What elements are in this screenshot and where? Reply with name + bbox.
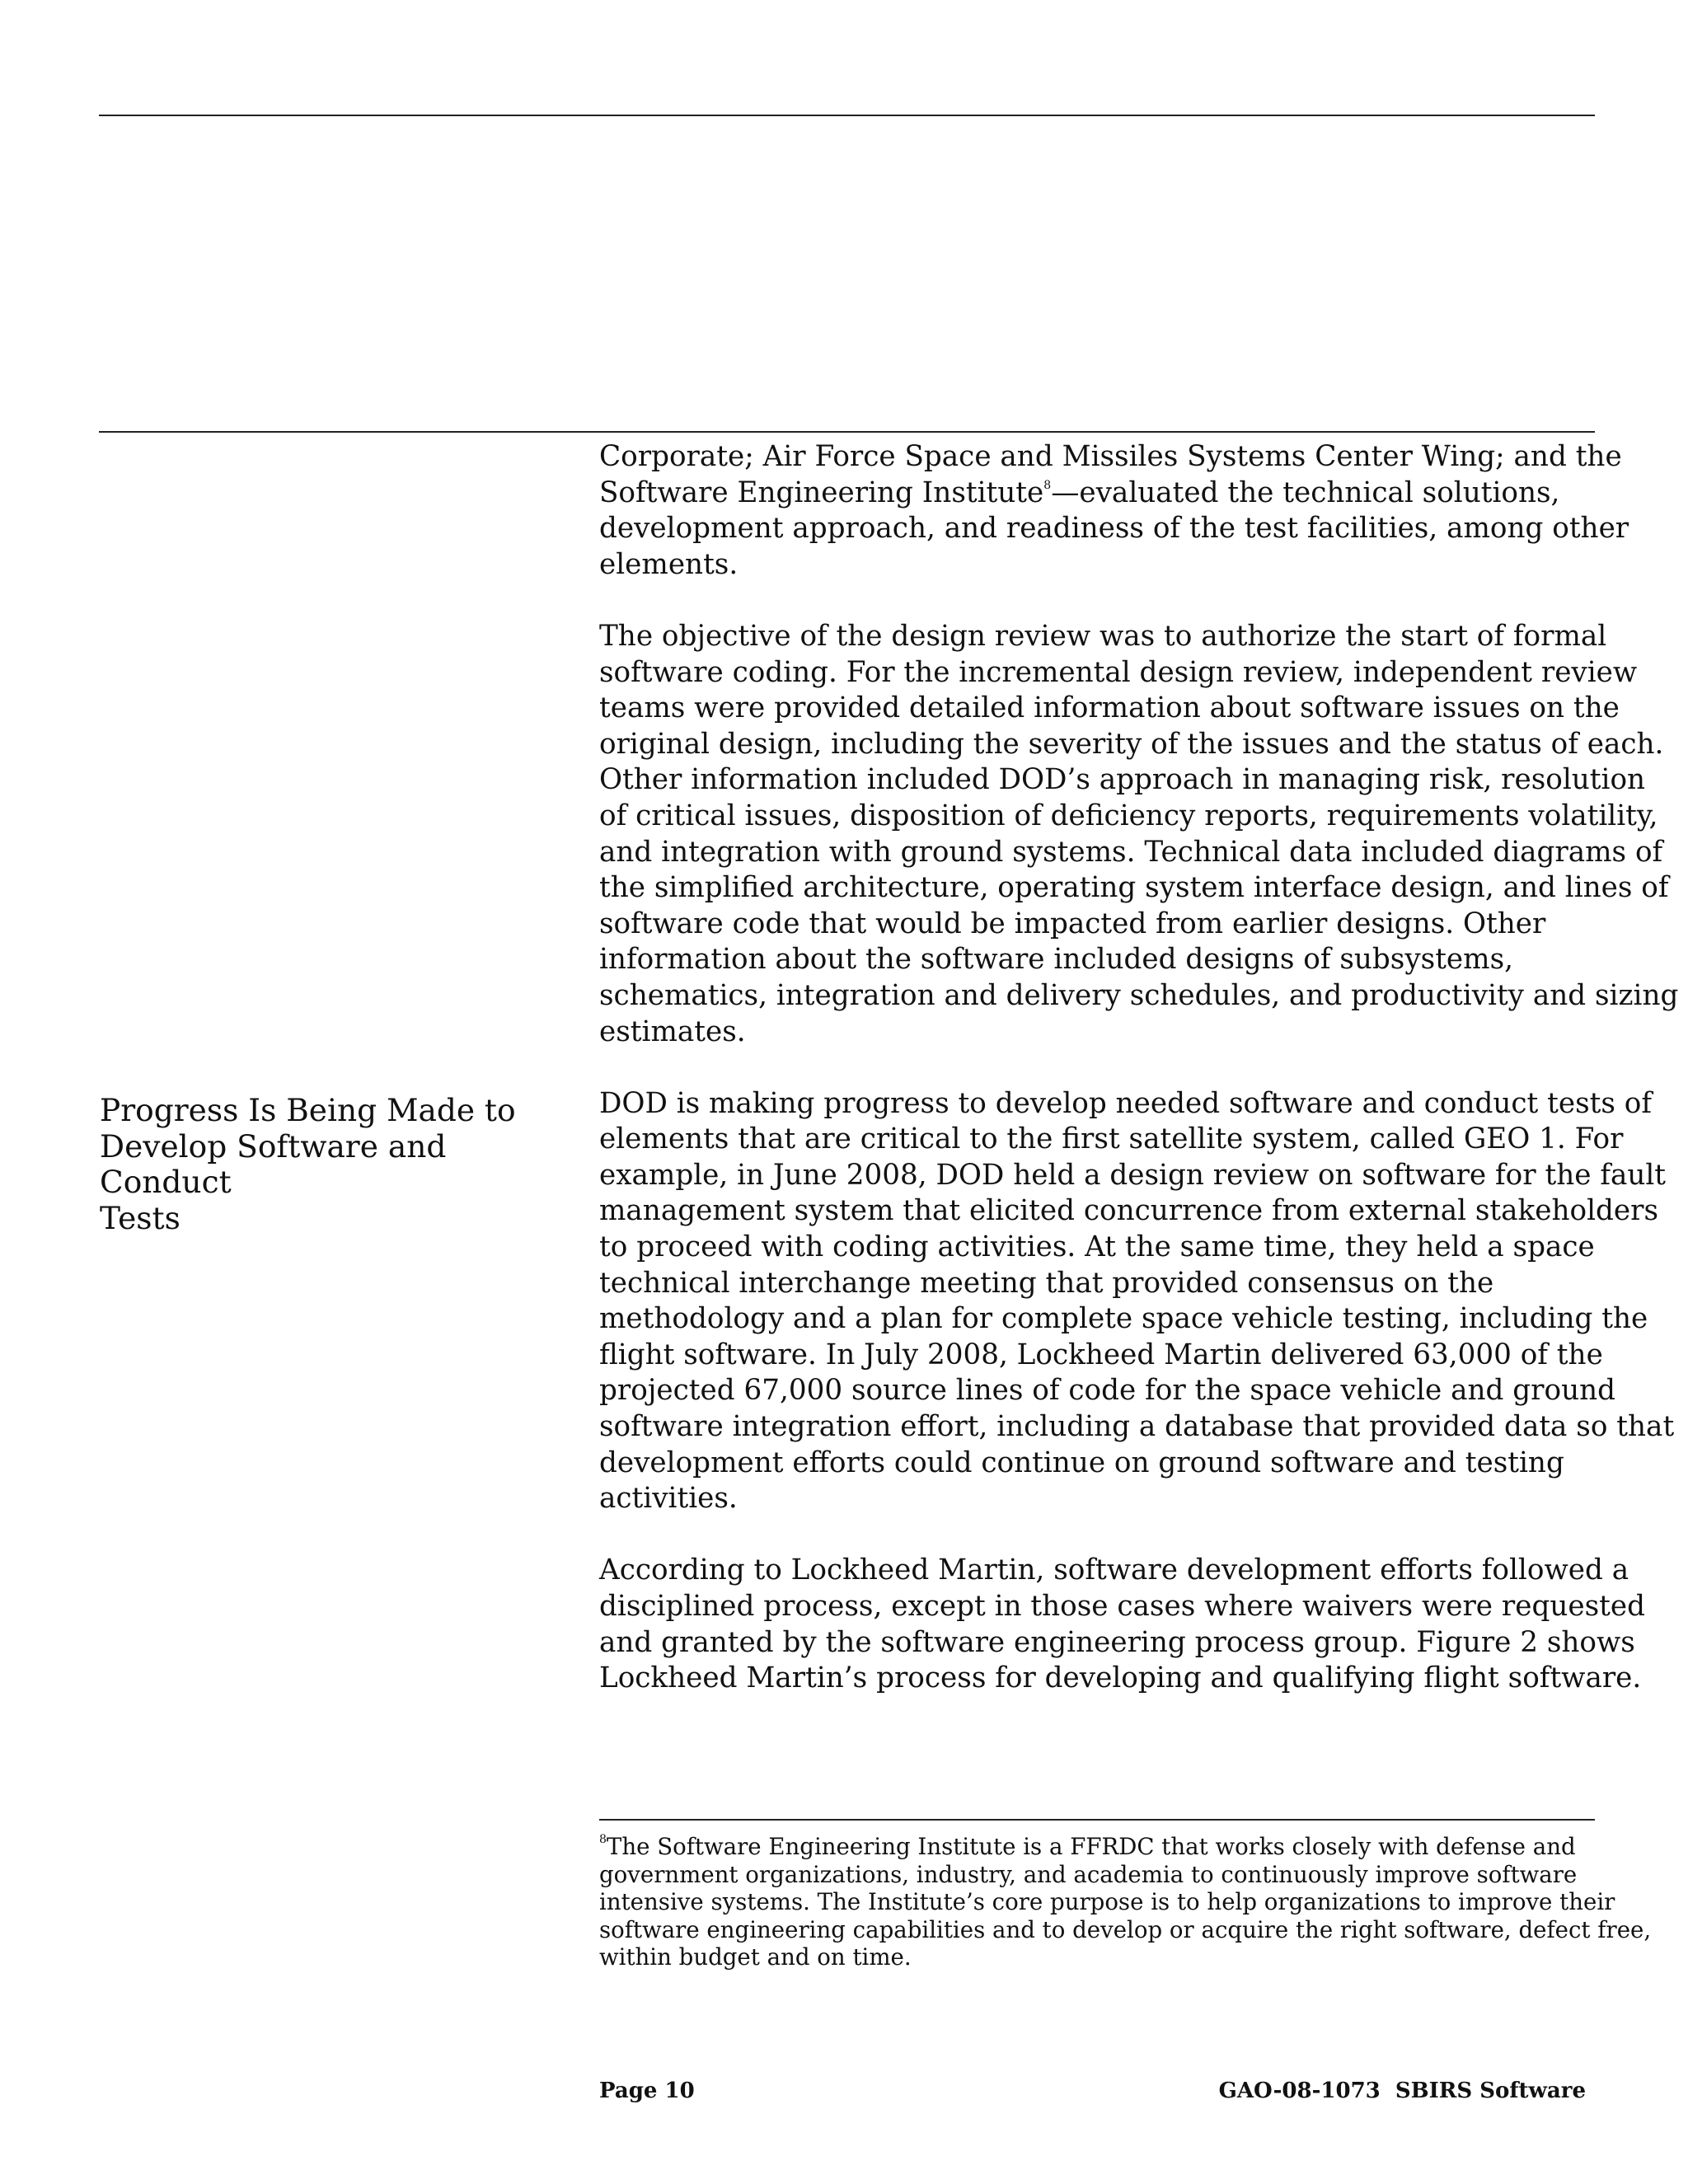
- text-line: elements that are critical to the first satellite system, called GEO 1. For: [599, 1122, 1624, 1156]
- text-line: technical interchange meeting that provided consensus on the: [599, 1266, 1494, 1300]
- body-text: [599, 439, 1679, 1697]
- page-number: Page 10: [599, 2079, 695, 2103]
- text-line: to proceed with coding activities. At the same time, they held a space: [599, 1230, 1595, 1264]
- footnote-reference[interactable]: 8: [1043, 478, 1052, 492]
- text-line: and integration with ground systems. Technical data included diagrams of: [599, 835, 1663, 869]
- text-line: development approach, and readiness of the test facilities, among other: [599, 512, 1629, 546]
- text-line: of critical issues, disposition of deficiency reports, requirements volatility,: [599, 799, 1658, 832]
- side-heading-line: Tests: [100, 1199, 181, 1236]
- text-line: software integration effort, including a database that provided data so that: [599, 1410, 1675, 1444]
- text-line: example, in June 2008, DOD held a design review on software for the fault: [599, 1158, 1667, 1192]
- text-line: the simplified architecture, operating system interface design, and lines of: [599, 871, 1669, 905]
- paragraph-2: [599, 619, 1679, 1050]
- text-segment: —evaluated the technical solutions,: [1051, 476, 1560, 509]
- side-heading-line: Develop Software and Conduct: [100, 1127, 447, 1200]
- text-line: teams were provided detailed information about software issues on the: [599, 691, 1620, 725]
- text-line: estimates.: [599, 1015, 746, 1048]
- text-line: [599, 476, 1601, 512]
- footnote-divider: [599, 1819, 1595, 1821]
- text-line: software code that would be impacted from earlier designs. Other: [599, 907, 1546, 940]
- text-line: Other information included DOD’s approach in managing risk, resolution: [599, 763, 1646, 797]
- text-line: DOD is making progress to develop needed software and conduct tests of: [599, 1086, 1653, 1120]
- side-heading-line: Progress Is Being Made to: [100, 1092, 516, 1128]
- footnote: [599, 1833, 1652, 1971]
- text-line: original design, including the severity of the issues and the status of each.: [599, 727, 1664, 761]
- footnote-number: 8: [599, 1833, 607, 1846]
- text-line: schematics, integration and delivery schedules, and productivity and sizing: [599, 978, 1679, 1012]
- footnote-line: software engineering capabilities and to develop or acquire the right software, defect free,: [599, 1915, 1652, 1943]
- text-line: According to Lockheed Martin, software development efforts followed a: [599, 1554, 1629, 1587]
- report-identifier: GAO-08-1073 SBIRS Software: [1218, 2079, 1586, 2103]
- text-segment: Software Engineering Institute: [599, 476, 1044, 509]
- text-line: software coding. For the incremental design review, independent review: [599, 655, 1638, 689]
- text-line: The objective of the design review was to authorize the start of formal: [599, 619, 1607, 653]
- footnote-line: intensive systems. The Institute’s core purpose is to help organizations to improve their: [599, 1888, 1615, 1916]
- text-line: elements.: [599, 547, 738, 581]
- paragraph-3: [599, 1086, 1675, 1517]
- text-line: projected 67,000 source lines of code for the space vehicle and ground: [599, 1374, 1616, 1408]
- text-segment: The Software Engineering Institute is a FFRDC that works closely with defense and: [606, 1833, 1576, 1860]
- text-line: activities.: [599, 1482, 738, 1516]
- text-line: methodology and a plan for complete space vehicle testing, including the: [599, 1302, 1648, 1336]
- paragraph-1: [599, 439, 1629, 583]
- header-rule: [99, 115, 1595, 116]
- text-line: disciplined process, except in those cases where waivers were requested: [599, 1590, 1645, 1623]
- footnote-line: [599, 1833, 1601, 1861]
- text-line: information about the software included designs of subsystems,: [599, 943, 1513, 977]
- paragraph-4: [599, 1553, 1645, 1696]
- text-line: Lockheed Martin’s process for developing and qualifying flight software.: [599, 1661, 1642, 1695]
- text-line: and granted by the software engineering process group. Figure 2 shows: [599, 1625, 1635, 1659]
- text-line: flight software. In July 2008, Lockheed Martin delivered 63,000 of the: [599, 1338, 1603, 1371]
- text-line: management system that elicited concurrence from external stakeholders: [599, 1194, 1659, 1228]
- footnote-line: within budget and on time.: [599, 1943, 912, 1971]
- footnote-line: government organizations, industry, and academia to continuously improve software: [599, 1860, 1578, 1888]
- section-rule: [99, 431, 1595, 433]
- side-heading: [100, 1093, 570, 1236]
- text-line: Corporate; Air Force Space and Missiles Systems Center Wing; and the: [599, 440, 1622, 473]
- text-line: development efforts could continue on ground software and testing: [599, 1446, 1564, 1479]
